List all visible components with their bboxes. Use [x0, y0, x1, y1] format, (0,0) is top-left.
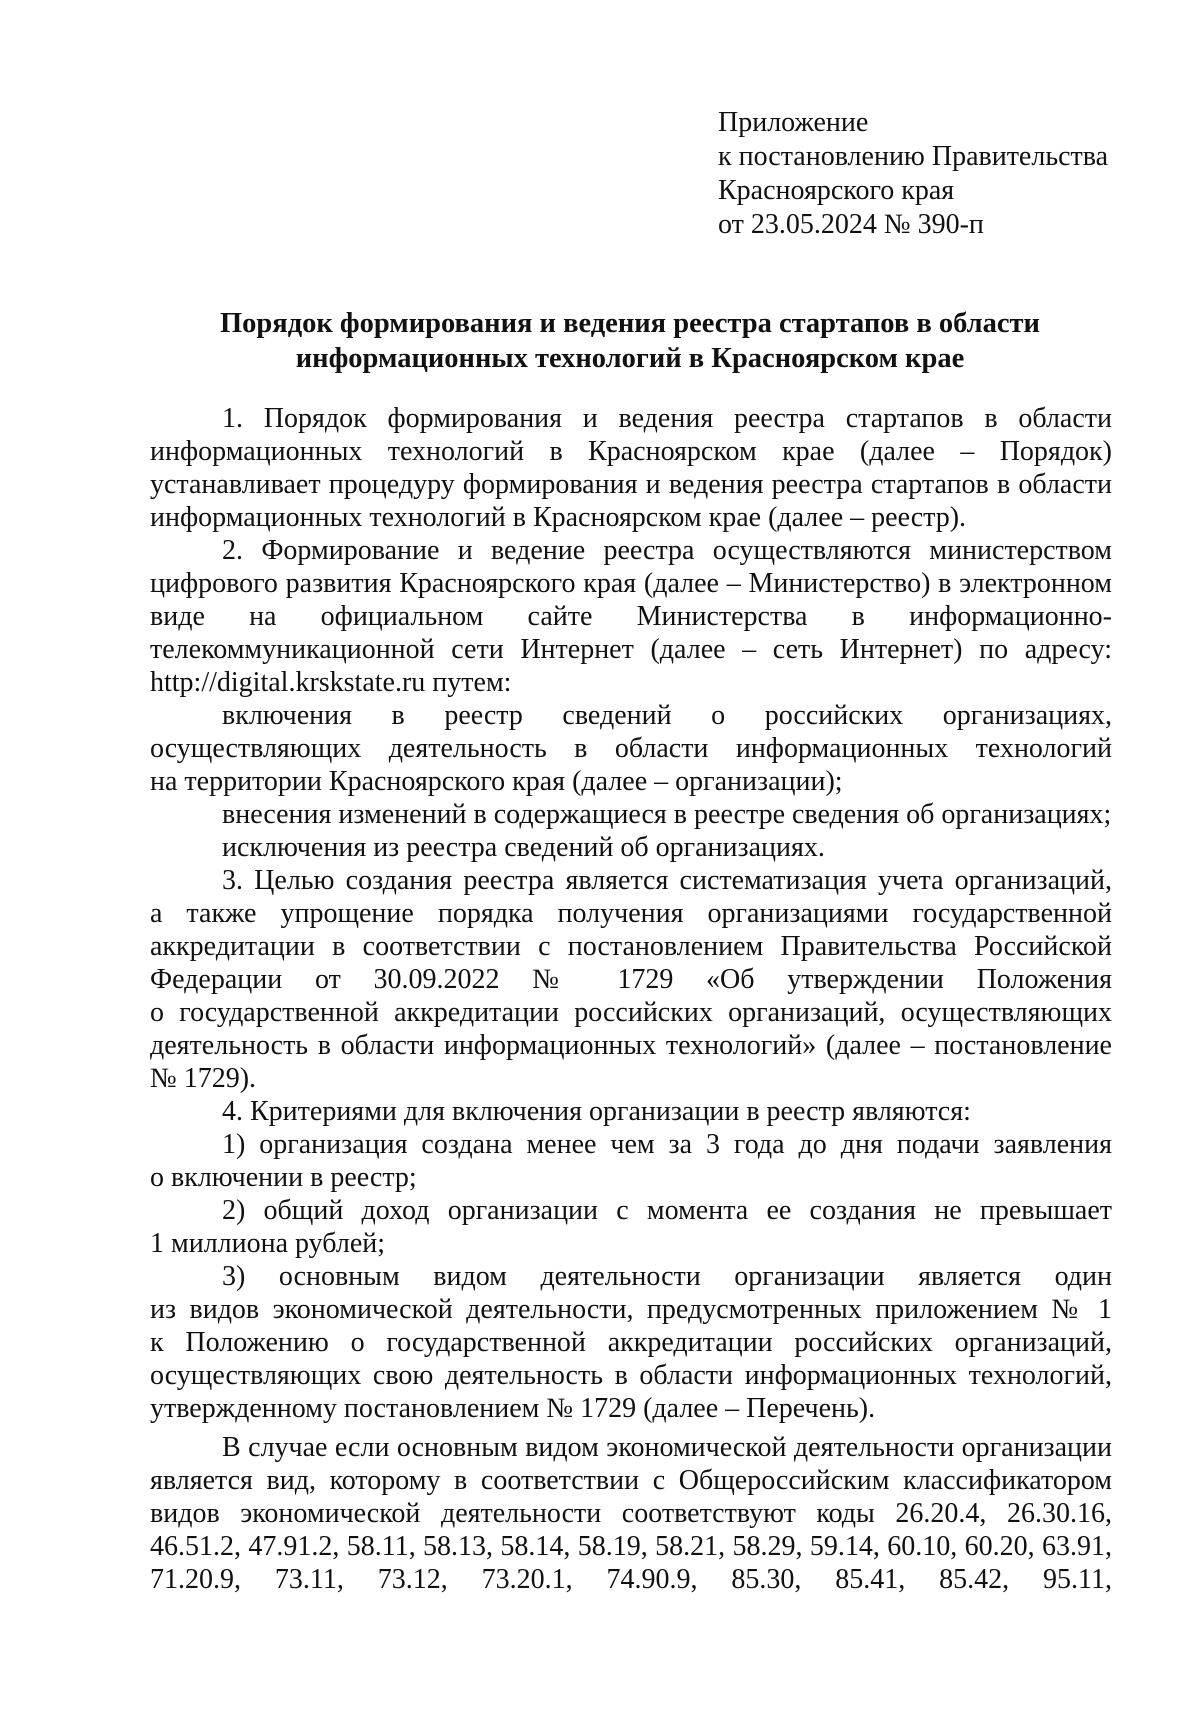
body-line: 3. Целью создания реестра является систематизация учета организаций, — [222, 865, 1112, 896]
body-line: виде на официальном сайте Министерства в информационно- — [150, 601, 1112, 632]
body-line: 2. Формирование и ведение реестра осуществляются министерством — [222, 535, 1112, 566]
body-line: о государственной аккредитации российских организаций, осуществляющих — [150, 997, 1112, 1028]
document-title — [150, 306, 1110, 376]
body-line: видов экономической деятельности соответствуют коды 26.20.4, 26.30.16, — [150, 1498, 1112, 1529]
body-line: В случае если основным видом экономической деятельности организации — [222, 1432, 1112, 1463]
body-line: Федерации от 30.09.2022 № 1729 «Об утверждении Положения — [150, 964, 1112, 995]
body-line: а также упрощение порядка получения организациями государственной — [150, 898, 1112, 929]
body-line: 1) организация создана менее чем за 3 года до дня подачи заявления — [222, 1129, 1112, 1160]
appendix-block — [718, 106, 1158, 242]
body-line: 4. Критериями для включения организации в реестр являются: — [222, 1096, 971, 1127]
body-line: 2) общий доход организации с момента ее создания не превышает — [222, 1195, 1112, 1226]
appendix-label: Приложение — [718, 107, 869, 138]
appendix-region: Красноярского края — [718, 175, 955, 206]
body-line: 1. Порядок формирования и ведения реестра стартапов в области — [222, 403, 1112, 434]
body-line: № 1729). — [150, 1063, 257, 1094]
body-line: на территории Красноярского края (далее – организации); — [150, 766, 843, 797]
title-line: информационных технологий в Красноярском крае — [295, 343, 965, 374]
title-line: Порядок формирования и ведения реестра стартапов в области — [220, 308, 1040, 339]
body-line: 3) основным видом деятельности организации является один — [222, 1261, 1112, 1292]
body-line: из видов экономической деятельности, предусмотренных приложением № 1 — [150, 1294, 1112, 1325]
body-line: является вид, которому в соответствии с Общероссийским классификатором — [150, 1465, 1112, 1496]
body-line: 1 миллиона рублей; — [150, 1228, 386, 1259]
body-line: устанавливает процедуру формирования и ведения реестра стартапов в области — [150, 469, 1112, 500]
body-line: информационных технологий в Красноярском крае (далее – реестр). — [150, 502, 967, 533]
body-line: о включении в реестр; — [150, 1162, 417, 1193]
body-line: http://digital.krskstate.ru путем: — [150, 667, 512, 698]
document-body — [150, 402, 1112, 1596]
body-line: включения в реестр сведений о российских организациях, — [222, 700, 1112, 731]
appendix-resolution-ref: к постановлению Правительства — [718, 141, 1109, 172]
body-line: исключения из реестра сведений об организациях. — [222, 832, 825, 863]
appendix-date-number: от 23.05.2024 № 390-п — [718, 209, 984, 240]
body-line: телекоммуникационной сети Интернет (далее – сеть Интернет) по адресу: — [150, 634, 1112, 665]
body-line: осуществляющих деятельность в области информационных технологий — [150, 733, 1112, 764]
body-line: информационных технологий в Красноярском крае (далее – Порядок) — [150, 436, 1112, 467]
body-line: аккредитации в соответствии с постановлением Правительства Российской — [150, 931, 1112, 962]
body-line: цифрового развития Красноярского края (далее – Министерство) в электронном — [150, 568, 1112, 599]
body-line: к Положению о государственной аккредитации российских организаций, — [150, 1327, 1112, 1358]
body-line: осуществляющих свою деятельность в области информационных технологий, — [150, 1360, 1112, 1391]
body-line: деятельность в области информационных технологий» (далее – постановление — [150, 1030, 1112, 1061]
body-line: 46.51.2, 47.91.2, 58.11, 58.13, 58.14, 58.19, 58.21, 58.29, 59.14, 60.10, 60.20, 63.91, — [150, 1531, 1112, 1562]
body-line: 71.20.9, 73.11, 73.12, 73.20.1, 74.90.9, 85.30, 85.41, 85.42, 95.11, — [150, 1564, 1112, 1595]
body-line: внесения изменений в содержащиеся в реестре сведения об организациях; — [222, 799, 1112, 830]
body-line: утвержденному постановлением № 1729 (далее – Перечень). — [150, 1393, 876, 1424]
